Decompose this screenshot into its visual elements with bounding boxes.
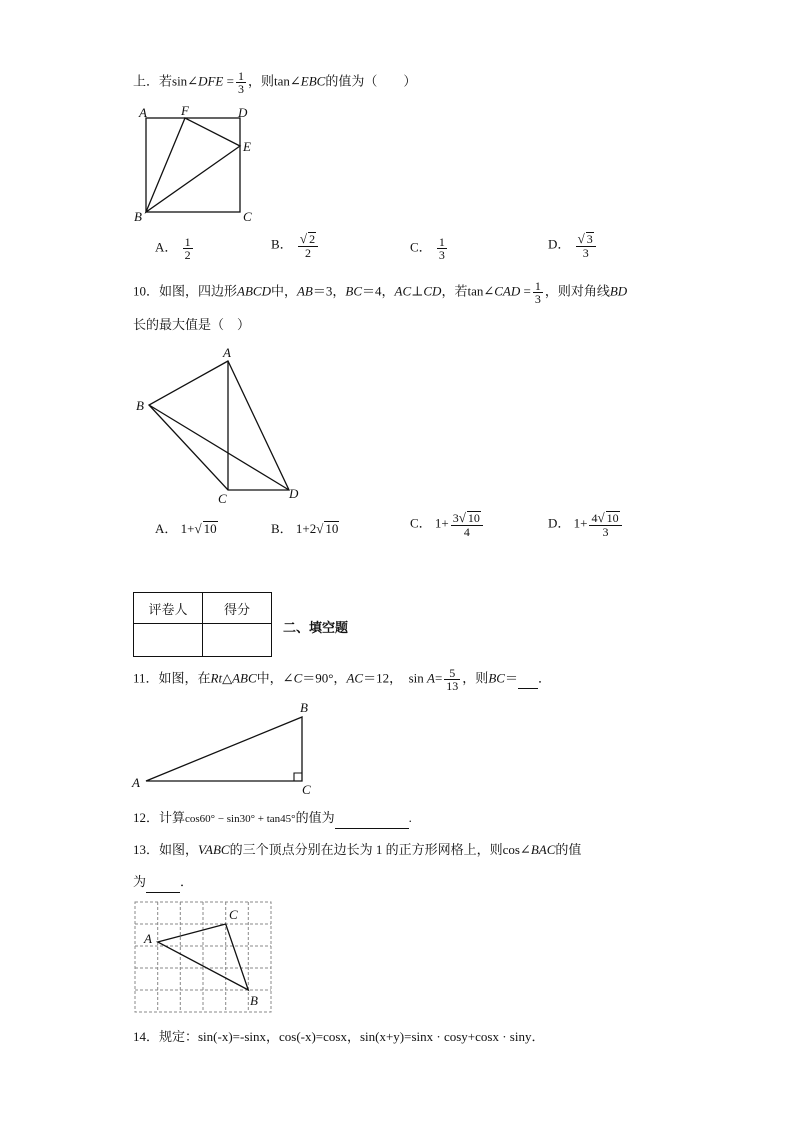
q12-expression: cos60° − sin30° + tan45°	[185, 813, 296, 825]
q9-option-b-rad: 2	[309, 232, 316, 246]
q9-option-d-frac	[576, 232, 596, 259]
q12-answer-blank[interactable]	[335, 808, 409, 829]
q10-label-d: D	[289, 486, 299, 501]
q12-stem	[133, 808, 412, 829]
q13-abc: ABC	[205, 842, 230, 857]
q13-text-a: 13．如图，	[133, 842, 199, 857]
q10-option-c[interactable]	[410, 511, 485, 538]
q9-square-figure	[130, 104, 260, 228]
q10-option-a[interactable]: A． 1+√ 10	[155, 521, 217, 536]
score-table-grader-cell[interactable]	[134, 624, 203, 657]
q9-tail: 的值为（ ）	[325, 73, 417, 89]
q10-eq4: ＝4，	[362, 283, 395, 299]
q12-text-a: 12．计算	[133, 810, 186, 825]
q10-diagonal-bd	[149, 405, 289, 490]
q9-option-c-den: 3	[438, 248, 445, 262]
q11-text-d: ＝90°，	[302, 670, 347, 686]
q10-option-c-rad: 10	[467, 511, 480, 525]
q13-text-b: 的三个顶点分别在边长为 1 的正方形网格上，则	[229, 842, 503, 857]
score-table-score-header: 得分	[203, 593, 272, 624]
q10-bd: BD	[609, 283, 628, 299]
q13-cos: cos∠	[502, 842, 531, 857]
q10-text-a: 10．如图，四边形	[133, 283, 238, 299]
q11-text-f: ，则	[462, 670, 489, 686]
q10-frac-den: 3	[534, 292, 541, 306]
q11-label-b: B	[300, 700, 308, 715]
q10-ac: AC	[394, 283, 412, 299]
q9-option-b-den: 2	[304, 246, 311, 260]
score-table-score-cell[interactable]	[203, 624, 272, 657]
q9-option-a-den: 2	[184, 248, 191, 262]
q10-eq3: ＝3，	[312, 283, 346, 299]
q10-ab: AB	[296, 283, 313, 299]
q10-option-d-pre: 1+	[573, 515, 588, 531]
q9-option-c[interactable]	[410, 236, 449, 261]
q11-answer-blank[interactable]	[518, 668, 538, 689]
q9-option-d-rad: 3	[586, 232, 593, 246]
q10-option-c-pre: 1+	[434, 515, 449, 531]
q9-option-d-num: √ 3	[576, 232, 596, 247]
q11-frac-num: 5	[444, 667, 460, 680]
q10-option-a-pre: 1+	[180, 521, 195, 536]
q11-label-a: A	[132, 775, 140, 790]
q11-abc: ABC	[232, 670, 257, 686]
q10-quadrilateral-figure	[130, 342, 310, 510]
q9-then: ，则	[247, 73, 274, 89]
q10-quad-abcd	[149, 361, 289, 490]
q10-text-c: ，若tan∠	[441, 283, 495, 299]
q10-option-d-frac	[589, 511, 621, 538]
q9-triangle-bfe	[146, 118, 240, 212]
q9-option-c-label: C．	[410, 239, 432, 255]
q10-option-d-label: D．	[548, 515, 571, 531]
q10-option-c-frac	[451, 511, 483, 538]
q10-option-b-rad: 10	[325, 521, 339, 536]
q10-label-b: B	[136, 398, 144, 413]
q9-angle-ebc: EBC	[300, 73, 326, 89]
q9-label-c: C	[243, 209, 252, 224]
q10-cad: CAD	[494, 283, 521, 299]
q11-label-c: C	[302, 782, 311, 797]
q11-right-triangle-figure	[130, 699, 320, 797]
q9-option-b-label: B．	[271, 236, 293, 252]
q9-option-a[interactable]	[155, 236, 195, 261]
q13-bac: BAC	[530, 842, 556, 857]
q9-frac-den: 3	[237, 82, 244, 96]
q10-option-b-pre: 1+2	[295, 521, 317, 536]
q13-text-end: ．	[180, 874, 194, 889]
q9-tan: tan∠	[273, 73, 301, 89]
q10-cd: CD	[423, 283, 442, 299]
q11-eq: =	[434, 670, 443, 686]
q12-text-c: .	[408, 810, 412, 825]
q11-text-e: ＝12，	[363, 670, 409, 686]
q11-text-a: 11．如图，在	[133, 670, 211, 686]
q10-text-b: 中，	[270, 283, 297, 299]
q11-ac: AC	[346, 670, 364, 686]
q9-option-b-frac	[298, 232, 318, 259]
q9-label-e: E	[243, 139, 251, 154]
q13-stem-line1	[133, 840, 581, 860]
q13-v: V	[198, 842, 205, 857]
section-title: 二、填空题	[283, 620, 349, 635]
q11-rt: Rt	[210, 670, 223, 686]
q9-sin: sin∠	[172, 73, 199, 89]
q10-abcd: ABCD	[237, 283, 271, 299]
q9-square	[146, 118, 240, 212]
q9-option-a-frac	[183, 236, 193, 261]
q13-label-b: B	[250, 993, 258, 1008]
q11-right-angle-mark	[294, 773, 302, 781]
q10-option-a-rad: 10	[203, 521, 217, 536]
q9-stem	[133, 70, 416, 95]
q9-option-c-frac	[437, 236, 447, 261]
q11-triangle	[146, 717, 302, 781]
q10-option-b-label: B．	[271, 521, 293, 536]
q10-option-c-den: 4	[463, 525, 470, 539]
q10-option-d-rad: 10	[606, 511, 619, 525]
q9-fraction	[236, 70, 246, 95]
q10-stem-line1	[133, 280, 627, 305]
q9-label-b: B	[134, 209, 142, 224]
q10-perp: ⊥	[411, 283, 424, 299]
q9-option-d[interactable]	[548, 232, 598, 259]
q9-option-a-label: A．	[155, 239, 178, 255]
q11-frac-den: 13	[446, 679, 459, 693]
q10-option-c-num: 3√ 10	[451, 511, 483, 526]
q10-bc: BC	[345, 283, 363, 299]
q9-option-d-label: D．	[548, 236, 571, 252]
q9-option-b[interactable]	[271, 232, 320, 259]
q9-angle-dfe: DFE	[198, 73, 224, 89]
q14-stem: 14．规定：sin(-x)=-sinx，cos(-x)=cosx，sin(x+y)=sinx · cosy+cosx · siny．	[133, 1029, 545, 1044]
q9-option-d-den: 3	[582, 246, 589, 260]
q10-option-b[interactable]: B． 1+2√ 10	[271, 521, 339, 536]
q10-eq: =	[523, 283, 531, 299]
q10-option-d[interactable]	[548, 511, 624, 538]
q10-label-a: A	[223, 345, 231, 360]
q9-label-a: A	[139, 105, 147, 120]
q9-frac-num: 1	[237, 69, 244, 83]
q9-eq: =	[226, 73, 234, 89]
q11-c: C	[293, 670, 303, 686]
q11-stem	[133, 667, 551, 692]
q10-frac-num: 1	[534, 279, 541, 293]
q9-lead: 上．若	[133, 73, 173, 89]
q11-text-b: 中，∠	[256, 670, 294, 686]
q10-option-a-label: A．	[155, 521, 178, 536]
q10-fraction	[533, 280, 543, 305]
q10-text-d: ，则对角线	[544, 283, 610, 299]
q9-option-c-num: 1	[438, 235, 445, 249]
q11-angle-a: A	[427, 670, 435, 686]
q9-option-a-num: 1	[184, 235, 191, 249]
q11-fraction	[444, 667, 460, 692]
q10-option-d-num: 4√ 10	[589, 511, 621, 526]
q11-text-h: ．	[537, 670, 551, 686]
q13-text-c: 的值	[555, 842, 582, 857]
q13-grid-figure	[130, 898, 276, 1014]
q10-stem-line2: 长的最大值是（ ）	[133, 317, 251, 332]
q10-label-c: C	[218, 491, 227, 506]
q10-option-d-coef: 4	[591, 511, 598, 525]
q10-option-c-label: C．	[410, 515, 432, 531]
q11-text-g: ＝	[504, 670, 518, 686]
q12-text-b: 的值为	[295, 810, 335, 825]
q11-sin: sin	[408, 670, 424, 686]
q13-label-a: A	[144, 931, 152, 946]
q9-option-b-num: √ 2	[298, 232, 318, 247]
q9-label-f: F	[181, 104, 189, 118]
score-table-grader-header: 评卷人	[134, 593, 203, 624]
q11-triangle-symbol: △	[222, 670, 233, 686]
q10-option-c-coef: 3	[452, 511, 459, 525]
score-table	[133, 592, 272, 657]
q13-stem-line2	[133, 872, 193, 893]
q13-text-line2: 为	[133, 874, 147, 889]
q9-label-d: D	[238, 105, 248, 120]
q11-bc: BC	[488, 670, 505, 686]
q10-option-d-den: 3	[602, 525, 609, 539]
q13-label-c: C	[229, 907, 238, 922]
q13-answer-blank[interactable]	[146, 872, 180, 893]
